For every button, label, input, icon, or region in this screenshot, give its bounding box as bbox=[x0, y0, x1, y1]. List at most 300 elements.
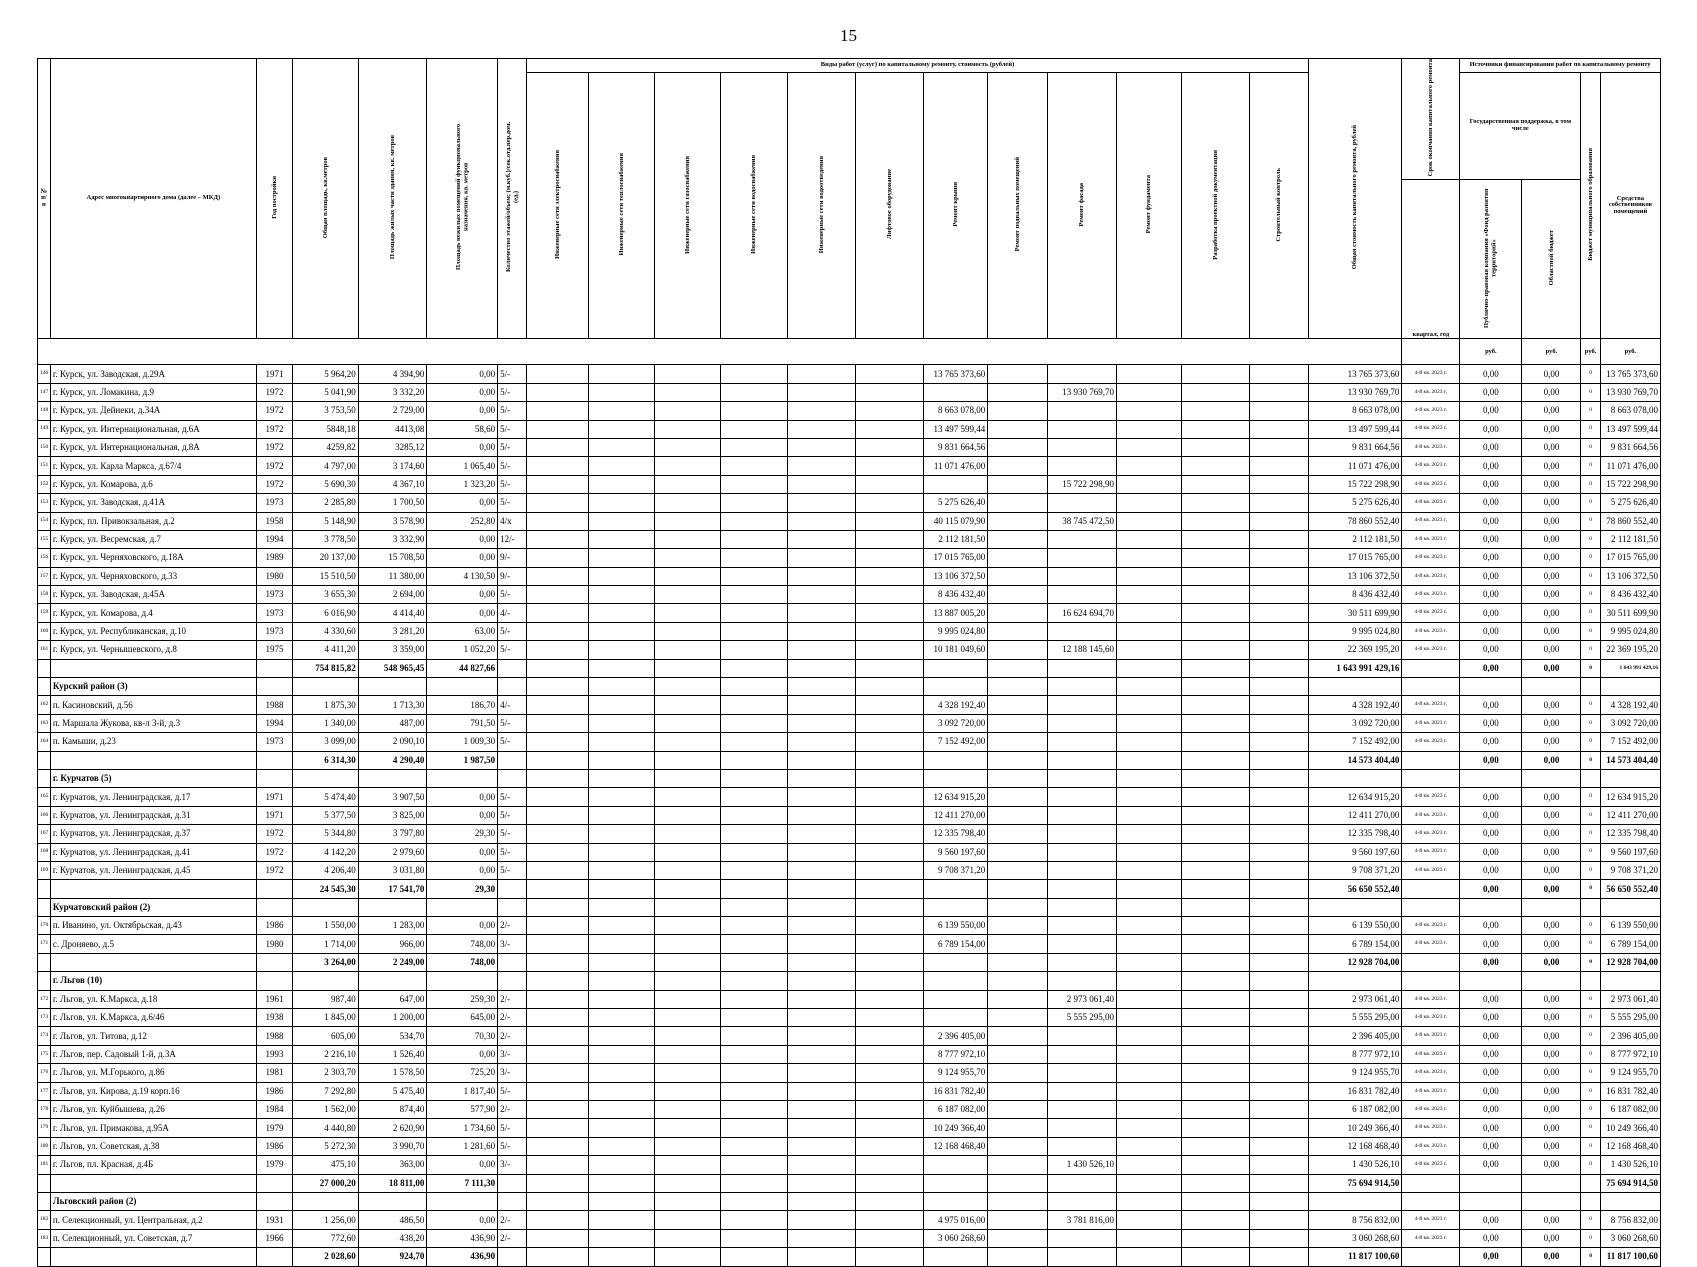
cell-municipal: 0 bbox=[1581, 586, 1600, 604]
cell-work-cost bbox=[589, 788, 654, 806]
cell-work-cost bbox=[1116, 751, 1181, 769]
cell-work-cost bbox=[1249, 420, 1308, 438]
cell-work-cost bbox=[527, 604, 589, 622]
cell-work-cost: 13 930 769,70 bbox=[1048, 383, 1117, 401]
cell-fund: 0,00 bbox=[1460, 567, 1522, 585]
cell-total-area: 3 264,00 bbox=[293, 953, 358, 971]
cell-work-cost bbox=[1249, 1248, 1308, 1266]
cell-nonliving-area: 0,00 bbox=[427, 383, 498, 401]
cell-nonliving-area: 1 734,60 bbox=[427, 1119, 498, 1137]
cell-work-cost bbox=[721, 1045, 788, 1063]
cell-work-cost bbox=[589, 1248, 654, 1266]
cell-work-cost bbox=[1182, 641, 1250, 659]
cell-floors: 5/- bbox=[498, 806, 527, 824]
cell-address: г. Льгов, ул. Куйбышева, д.26 bbox=[50, 1101, 256, 1119]
cell-work-cost bbox=[787, 549, 856, 567]
header-work: Ремонт крыши bbox=[951, 182, 959, 227]
cell-regional: 0,00 bbox=[1522, 1027, 1581, 1045]
cell-work-cost bbox=[787, 1174, 856, 1192]
cell-year: 1980 bbox=[256, 567, 292, 585]
cell-total-cost: 10 249 366,40 bbox=[1309, 1119, 1402, 1137]
cell-empty bbox=[787, 1192, 856, 1210]
cell-living-area: 3 359,00 bbox=[358, 641, 427, 659]
cell-total-area: 1 714,00 bbox=[293, 935, 358, 953]
cell-work-cost bbox=[589, 586, 654, 604]
header-deadline-unit-cell bbox=[1402, 179, 1460, 339]
cell-work-cost bbox=[787, 1101, 856, 1119]
cell-work-cost bbox=[856, 825, 924, 843]
cell-work-cost bbox=[988, 530, 1048, 548]
cell-num: 166 bbox=[38, 806, 51, 824]
cell-deadline: 4-й кв. 2023 г. bbox=[1402, 457, 1460, 475]
cell-nonliving-area: 645,00 bbox=[427, 1009, 498, 1027]
cell-owners: 11 071 476,00 bbox=[1600, 457, 1660, 475]
cell-owners: 12 335 798,40 bbox=[1600, 825, 1660, 843]
cell-work-cost bbox=[988, 402, 1048, 420]
cell-work-cost bbox=[654, 696, 721, 714]
cell-work-cost bbox=[923, 1156, 987, 1174]
cell-work-cost bbox=[1249, 1027, 1308, 1045]
subtotal-row bbox=[38, 1174, 1661, 1192]
cell-work-cost bbox=[1116, 659, 1181, 677]
cell-work-cost bbox=[527, 1211, 589, 1229]
cell-floors bbox=[498, 1248, 527, 1266]
cell-empty bbox=[1522, 972, 1581, 990]
cell-work-cost bbox=[856, 935, 924, 953]
header-work-cell bbox=[787, 73, 856, 339]
cell-empty bbox=[1522, 769, 1581, 787]
cell-owners: 13 106 372,50 bbox=[1600, 567, 1660, 585]
cell-year bbox=[256, 953, 292, 971]
cell-work-cost bbox=[988, 1248, 1048, 1266]
cell-work-cost bbox=[1182, 696, 1250, 714]
cell-work-cost: 11 071 476,00 bbox=[923, 457, 987, 475]
cell-living-area: 548 965,45 bbox=[358, 659, 427, 677]
cell-municipal: 0 bbox=[1581, 990, 1600, 1008]
cell-nonliving-area: 44 827,66 bbox=[427, 659, 498, 677]
cell-empty bbox=[427, 1192, 498, 1210]
cell-empty bbox=[1182, 678, 1250, 696]
cell-living-area: 3 990,70 bbox=[358, 1137, 427, 1155]
cell-num: 173 bbox=[38, 1009, 51, 1027]
cell-floors: 2/- bbox=[498, 917, 527, 935]
cell-work-cost bbox=[787, 714, 856, 732]
cell-floors: 5/- bbox=[498, 714, 527, 732]
cell-work-cost bbox=[856, 1009, 924, 1027]
cell-empty bbox=[256, 1192, 292, 1210]
cell-year: 1938 bbox=[256, 1009, 292, 1027]
cell-floors: 5/- bbox=[498, 494, 527, 512]
cell-work-cost bbox=[787, 475, 856, 493]
cell-regional: 0,00 bbox=[1522, 567, 1581, 585]
cell-municipal: 0 bbox=[1581, 1137, 1600, 1155]
cell-work-cost bbox=[1249, 714, 1308, 732]
cell-floors: 4/х bbox=[498, 512, 527, 530]
cell-deadline: 4-й кв. 2023 г. bbox=[1402, 402, 1460, 420]
cell-work-cost bbox=[1048, 494, 1117, 512]
subtotal-row bbox=[38, 953, 1661, 971]
cell-empty bbox=[1309, 898, 1402, 916]
cell-work-cost bbox=[589, 935, 654, 953]
cell-work-cost bbox=[856, 604, 924, 622]
cell-work-cost bbox=[1182, 512, 1250, 530]
cell-work-cost bbox=[1048, 1027, 1117, 1045]
cell-work-cost bbox=[856, 530, 924, 548]
cell-work-cost bbox=[787, 733, 856, 751]
cell-total-cost: 6 139 550,00 bbox=[1309, 917, 1402, 935]
cell-work-cost: 9 708 371,20 bbox=[923, 861, 987, 879]
cell-work-cost bbox=[787, 880, 856, 898]
cell-total-cost: 9 708 371,20 bbox=[1309, 861, 1402, 879]
cell-address: п. Иванино, ул. Октябрьская, д.43 bbox=[50, 917, 256, 935]
cell-address: п. Селекционный, ул. Советская, д.7 bbox=[50, 1229, 256, 1247]
cell-municipal: 0 bbox=[1581, 475, 1600, 493]
cell-work-cost bbox=[654, 438, 721, 456]
cell-living-area: 534,70 bbox=[358, 1027, 427, 1045]
cell-work-cost bbox=[721, 530, 788, 548]
cell-num: 157 bbox=[38, 567, 51, 585]
cell-municipal: 0 bbox=[1581, 383, 1600, 401]
cell-owners: 12 411 270,00 bbox=[1600, 806, 1660, 824]
cell-deadline: 4-й кв. 2023 г. bbox=[1402, 1211, 1460, 1229]
cell-work-cost bbox=[1182, 567, 1250, 585]
cell-deadline: 4-й кв. 2023 г. bbox=[1402, 567, 1460, 585]
header-year-cell bbox=[256, 59, 292, 339]
cell-work-cost bbox=[1182, 659, 1250, 677]
cell-work-cost bbox=[527, 641, 589, 659]
cell-work-cost: 3 060 268,60 bbox=[923, 1229, 987, 1247]
cell-work-cost bbox=[1249, 1137, 1308, 1155]
cell-work-cost bbox=[721, 604, 788, 622]
cell-address: г. Курск, пл. Привокзальная, д.2 bbox=[50, 512, 256, 530]
cell-work-cost bbox=[988, 751, 1048, 769]
cell-owners: 14 573 404,40 bbox=[1600, 751, 1660, 769]
cell-owners: 13 930 769,70 bbox=[1600, 383, 1660, 401]
cell-empty bbox=[856, 898, 924, 916]
cell-work-cost bbox=[721, 917, 788, 935]
cell-work-cost bbox=[1182, 935, 1250, 953]
cell-address: г. Льгов, ул. К.Маркса, д.18 bbox=[50, 990, 256, 1008]
cell-municipal: 0 bbox=[1581, 825, 1600, 843]
cell-work-cost bbox=[1249, 512, 1308, 530]
cell-regional: 0,00 bbox=[1522, 457, 1581, 475]
header-fund-cell bbox=[1460, 179, 1522, 339]
cell-empty bbox=[256, 678, 292, 696]
cell-work-cost bbox=[1048, 402, 1117, 420]
group-header-row bbox=[38, 678, 1661, 696]
cell-living-area: 3 281,20 bbox=[358, 622, 427, 640]
table-row bbox=[38, 696, 1661, 714]
cell-deadline: 4-й кв. 2023 г. bbox=[1402, 1009, 1460, 1027]
cell-nonliving-area: 0,00 bbox=[427, 402, 498, 420]
cell-deadline: 4-й кв. 2023 г. bbox=[1402, 1064, 1460, 1082]
cell-work-cost bbox=[988, 714, 1048, 732]
group-name: г. Курчатов (5) bbox=[50, 769, 256, 787]
cell-deadline: 4-й кв. 2023 г. bbox=[1402, 494, 1460, 512]
cell-empty bbox=[427, 678, 498, 696]
cell-work-cost bbox=[589, 1229, 654, 1247]
cell-work-cost bbox=[1182, 457, 1250, 475]
cell-deadline: 4-й кв. 2023 г. bbox=[1402, 549, 1460, 567]
cell-work-cost bbox=[1182, 806, 1250, 824]
cell-total-area: 987,40 bbox=[293, 990, 358, 1008]
cell-work-cost bbox=[1249, 1156, 1308, 1174]
cell-work-cost: 13 106 372,50 bbox=[923, 567, 987, 585]
cell-work-cost: 8 436 432,40 bbox=[923, 586, 987, 604]
cell-fund: 0,00 bbox=[1460, 365, 1522, 383]
header-works-group: Виды работ (услуг) по капитальному ремонту, стоимость (рублей) bbox=[527, 59, 1309, 73]
header-work: Инженерные сети электроснабжения bbox=[553, 149, 561, 259]
cell-fund: 0,00 bbox=[1460, 806, 1522, 824]
cell-work-cost bbox=[527, 1064, 589, 1082]
table-row bbox=[38, 1009, 1661, 1027]
cell-fund bbox=[1460, 1174, 1522, 1192]
cell-empty bbox=[527, 769, 589, 787]
cell-work-cost bbox=[988, 788, 1048, 806]
cell-work-cost bbox=[988, 586, 1048, 604]
cell-work-cost bbox=[1249, 641, 1308, 659]
header-floors: Количество этажей/объем; (м.куб.)/сек.отд.пер.дом.(ед.) bbox=[504, 122, 520, 273]
cell-work-cost bbox=[1182, 420, 1250, 438]
cell-empty bbox=[527, 972, 589, 990]
header-work: Инженерные сети теплоснабжения bbox=[617, 153, 625, 256]
cell-empty bbox=[1402, 898, 1460, 916]
header-owners: Средства собственников помещений bbox=[1600, 73, 1660, 339]
cell-work-cost bbox=[589, 751, 654, 769]
cell-floors: 5/- bbox=[498, 438, 527, 456]
cell-year: 1986 bbox=[256, 1137, 292, 1155]
cell-work-cost bbox=[721, 641, 788, 659]
cell-work-cost bbox=[787, 365, 856, 383]
cell-year: 1971 bbox=[256, 365, 292, 383]
cell-empty bbox=[293, 678, 358, 696]
cell-work-cost bbox=[1048, 1082, 1117, 1100]
cell-work-cost bbox=[589, 806, 654, 824]
cell-num: 148 bbox=[38, 402, 51, 420]
cell-work-cost bbox=[654, 1082, 721, 1100]
cell-regional bbox=[1522, 1174, 1581, 1192]
table-row bbox=[38, 861, 1661, 879]
cell-floors bbox=[498, 751, 527, 769]
cell-owners: 2 396 405,00 bbox=[1600, 1027, 1660, 1045]
cell-work-cost bbox=[787, 1009, 856, 1027]
cell-work-cost bbox=[1182, 1101, 1250, 1119]
cell-total-cost: 75 694 914,50 bbox=[1309, 1174, 1402, 1192]
cell-work-cost bbox=[988, 604, 1048, 622]
cell-owners: 6 789 154,00 bbox=[1600, 935, 1660, 953]
cell-work-cost bbox=[589, 1174, 654, 1192]
cell-empty bbox=[358, 972, 427, 990]
cell-fund: 0,00 bbox=[1460, 1119, 1522, 1137]
cell-work-cost bbox=[589, 567, 654, 585]
cell-total-cost: 9 124 955,70 bbox=[1309, 1064, 1402, 1082]
cell-work-cost bbox=[923, 751, 987, 769]
cell-work-cost bbox=[721, 383, 788, 401]
cell-work-cost bbox=[1048, 825, 1117, 843]
header-work: Инженерные сети водоснабжения bbox=[750, 155, 758, 254]
cell-work-cost bbox=[1249, 1082, 1308, 1100]
cell-year: 1988 bbox=[256, 696, 292, 714]
table-row bbox=[38, 825, 1661, 843]
cell-owners: 6 139 550,00 bbox=[1600, 917, 1660, 935]
cell-address bbox=[50, 1174, 256, 1192]
cell-owners: 30 511 699,90 bbox=[1600, 604, 1660, 622]
cell-fund: 0,00 bbox=[1460, 420, 1522, 438]
cell-year: 1994 bbox=[256, 714, 292, 732]
cell-nonliving-area: 0,00 bbox=[427, 917, 498, 935]
cell-floors: 3/- bbox=[498, 1156, 527, 1174]
cell-empty bbox=[589, 972, 654, 990]
cell-work-cost bbox=[923, 1174, 987, 1192]
cell-floors: 4/- bbox=[498, 696, 527, 714]
cell-empty bbox=[923, 769, 987, 787]
cell-work-cost bbox=[988, 365, 1048, 383]
cell-work-cost bbox=[1116, 806, 1181, 824]
cell-num: 158 bbox=[38, 586, 51, 604]
cell-fund: 0,00 bbox=[1460, 604, 1522, 622]
cell-work-cost bbox=[1182, 622, 1250, 640]
cell-empty bbox=[256, 769, 292, 787]
cell-total-cost: 17 015 765,00 bbox=[1309, 549, 1402, 567]
cell-work-cost bbox=[589, 420, 654, 438]
cell-work-cost bbox=[787, 622, 856, 640]
cell-work-cost bbox=[721, 1082, 788, 1100]
cell-work-cost bbox=[721, 1064, 788, 1082]
cell-work-cost bbox=[1182, 1119, 1250, 1137]
cell-work-cost bbox=[721, 880, 788, 898]
cell-year bbox=[256, 1174, 292, 1192]
cell-owners: 2 973 061,40 bbox=[1600, 990, 1660, 1008]
cell-address: г. Курчатов, ул. Ленинградская, д.17 bbox=[50, 788, 256, 806]
cell-work-cost bbox=[589, 494, 654, 512]
cell-address: г. Курск, ул. Комарова, д.6 bbox=[50, 475, 256, 493]
cell-work-cost bbox=[721, 1101, 788, 1119]
cell-owners: 8 777 972,10 bbox=[1600, 1045, 1660, 1063]
cell-work-cost bbox=[787, 383, 856, 401]
cell-work-cost bbox=[1249, 917, 1308, 935]
cell-deadline: 4-й кв. 2023 г. bbox=[1402, 475, 1460, 493]
cell-owners: 9 708 371,20 bbox=[1600, 861, 1660, 879]
cell-work-cost bbox=[1048, 751, 1117, 769]
cell-regional: 0,00 bbox=[1522, 861, 1581, 879]
cell-empty bbox=[721, 898, 788, 916]
cell-work-cost bbox=[988, 420, 1048, 438]
table-row bbox=[38, 1211, 1661, 1229]
cell-nonliving-area: 1 281,60 bbox=[427, 1137, 498, 1155]
cell-fund: 0,00 bbox=[1460, 1156, 1522, 1174]
header-floors-cell bbox=[498, 59, 527, 339]
cell-work-cost bbox=[1116, 383, 1181, 401]
cell-total-cost: 3 092 720,00 bbox=[1309, 714, 1402, 732]
cell-work-cost bbox=[527, 843, 589, 861]
cell-work-cost bbox=[527, 475, 589, 493]
cell-municipal: 0 bbox=[1581, 604, 1600, 622]
cell-owners: 22 369 195,20 bbox=[1600, 641, 1660, 659]
cell-deadline: 4-й кв. 2023 г. bbox=[1402, 714, 1460, 732]
cell-deadline: 4-й кв. 2023 г. bbox=[1402, 990, 1460, 1008]
cell-work-cost bbox=[988, 733, 1048, 751]
cell-num bbox=[38, 1248, 51, 1266]
cell-num bbox=[38, 1174, 51, 1192]
cell-work-cost bbox=[721, 825, 788, 843]
cell-work-cost bbox=[654, 880, 721, 898]
cell-address: с. Дроняево, д.5 bbox=[50, 935, 256, 953]
cell-work-cost bbox=[721, 438, 788, 456]
cell-empty bbox=[1581, 1192, 1600, 1210]
cell-floors: 5/- bbox=[498, 641, 527, 659]
cell-num: 154 bbox=[38, 512, 51, 530]
header-total-area-cell bbox=[293, 59, 358, 339]
cell-work-cost bbox=[721, 1027, 788, 1045]
cell-work-cost bbox=[1182, 1229, 1250, 1247]
cell-work-cost: 2 112 181,50 bbox=[923, 530, 987, 548]
cell-nonliving-area: 186,70 bbox=[427, 696, 498, 714]
cell-empty bbox=[654, 769, 721, 787]
cell-work-cost bbox=[923, 1248, 987, 1266]
cell-work-cost bbox=[856, 990, 924, 1008]
cell-owners: 8 436 432,40 bbox=[1600, 586, 1660, 604]
header-state-support: Государственная поддержка, в том числе bbox=[1460, 73, 1581, 180]
header-nonliving-area: Площадь нежилых помещений функционального назначения, кв. метров bbox=[454, 124, 470, 271]
cell-fund: 0,00 bbox=[1460, 714, 1522, 732]
cell-empty bbox=[787, 972, 856, 990]
cell-year: 1972 bbox=[256, 843, 292, 861]
cell-work-cost bbox=[988, 880, 1048, 898]
cell-empty bbox=[1581, 769, 1600, 787]
cell-municipal: 0 bbox=[1581, 1009, 1600, 1027]
cell-work-cost bbox=[1116, 825, 1181, 843]
cell-work-cost bbox=[1116, 714, 1181, 732]
cell-empty bbox=[1522, 898, 1581, 916]
cell-work-cost bbox=[1048, 861, 1117, 879]
cell-address: г. Курск, ул. Черняховского, д.18А bbox=[50, 549, 256, 567]
cell-nonliving-area: 259,30 bbox=[427, 990, 498, 1008]
cell-total-area: 5848,18 bbox=[293, 420, 358, 438]
cell-work-cost bbox=[787, 843, 856, 861]
cell-work-cost bbox=[1048, 549, 1117, 567]
cell-work-cost bbox=[1249, 549, 1308, 567]
cell-num: 175 bbox=[38, 1045, 51, 1063]
cell-regional: 0,00 bbox=[1522, 843, 1581, 861]
cell-work-cost bbox=[787, 990, 856, 1008]
cell-owners: 56 650 552,40 bbox=[1600, 880, 1660, 898]
group-name: Льговский район (2) bbox=[50, 1192, 256, 1210]
cell-work-cost bbox=[856, 659, 924, 677]
cell-living-area: 3 332,90 bbox=[358, 530, 427, 548]
cell-living-area: 1 200,00 bbox=[358, 1009, 427, 1027]
cell-work-cost bbox=[721, 935, 788, 953]
cell-work-cost bbox=[589, 696, 654, 714]
cell-num: 178 bbox=[38, 1101, 51, 1119]
cell-fund: 0,00 bbox=[1460, 953, 1522, 971]
cell-deadline: 4-й кв. 2023 г. bbox=[1402, 1101, 1460, 1119]
cell-work-cost bbox=[527, 1229, 589, 1247]
header-total-cost-cell bbox=[1309, 59, 1402, 339]
cell-work-cost bbox=[1249, 1174, 1308, 1192]
cell-work-cost bbox=[527, 953, 589, 971]
cell-work-cost bbox=[923, 880, 987, 898]
cell-empty bbox=[1581, 972, 1600, 990]
cell-fund: 0,00 bbox=[1460, 1064, 1522, 1082]
cell-work-cost: 8 777 972,10 bbox=[923, 1045, 987, 1063]
cell-empty bbox=[787, 678, 856, 696]
cell-total-area: 7 292,80 bbox=[293, 1082, 358, 1100]
cell-work-cost bbox=[787, 953, 856, 971]
cell-work-cost bbox=[721, 622, 788, 640]
cell-fund: 0,00 bbox=[1460, 751, 1522, 769]
cell-work-cost bbox=[1116, 1045, 1181, 1063]
cell-municipal: 0 bbox=[1581, 420, 1600, 438]
